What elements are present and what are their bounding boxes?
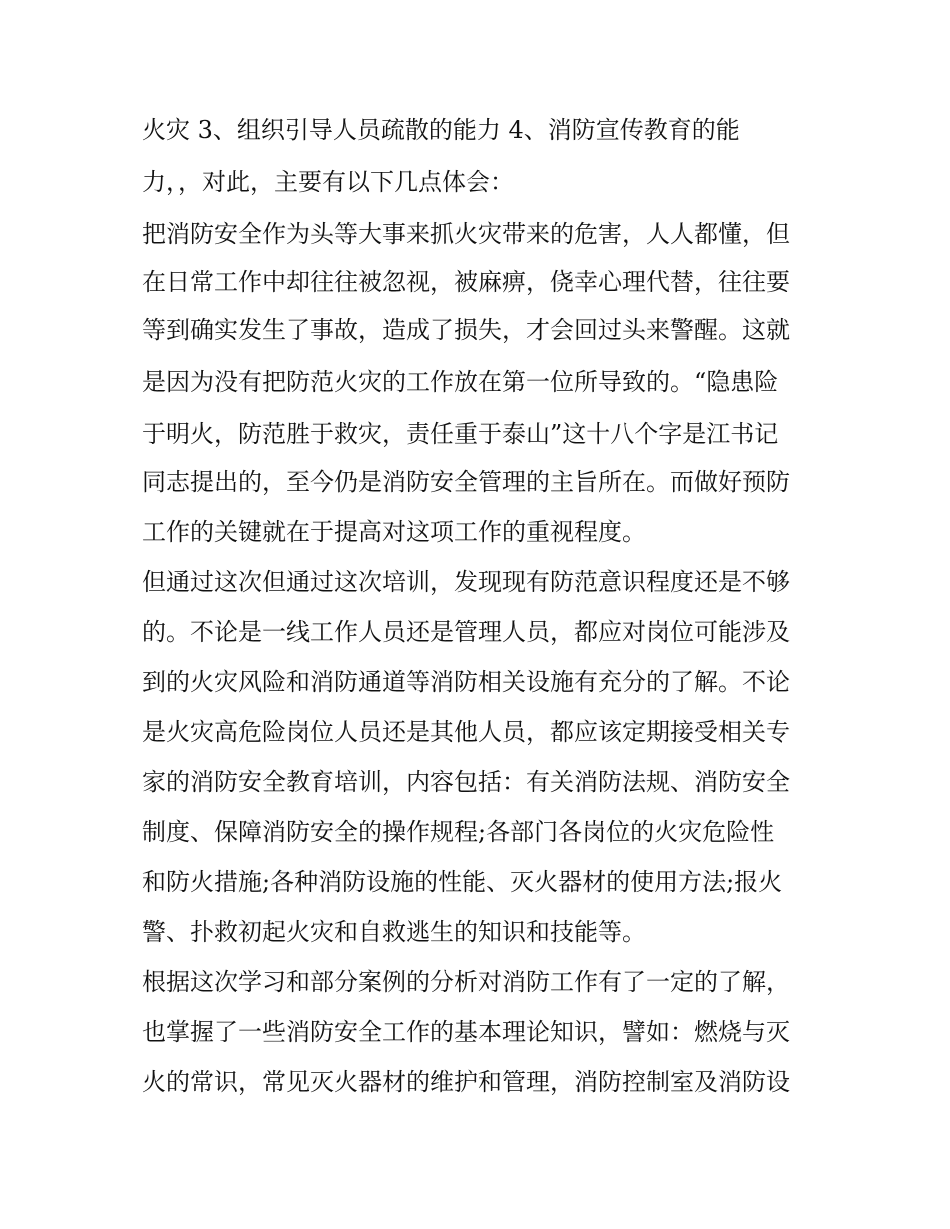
text-line: 是火灾高危险岗位人员还是其他人员，都应该定期接受相关专 [142,718,790,746]
text-line: 也掌握了一些消防安全工作的基本理论知识，譬如：燃烧与灭 [142,1018,790,1046]
text-line: 到的火灾风险和消防通道等消防相关设施有充分的了解。不论 [142,668,790,696]
text-line: 根据这次学习和部分案例的分析对消防工作有了一定的了解， [142,968,790,996]
text-line: 于明火，防范胜于救灾，责任重于泰山”这十八个字是江书记 [142,420,779,448]
text-line: 的。不论是一线工作人员还是管理人员，都应对岗位可能涉及 [142,618,790,646]
text-line: 在日常工作中却往往被忽视，被麻痹，侥幸心理代替，往往要 [142,268,790,296]
text-line: 但通过这次但通过这次培训，发现现有防范意识程度还是不够 [142,568,790,596]
text-line: 是因为没有把防范火灾的工作放在第一位所导致的。“隐患险 [142,368,779,396]
text-line: 力，，对此，主要有以下几点体会： [142,168,514,196]
text-line: 工作的关键就在于提高对这项工作的重视程度。 [142,518,646,546]
text-line: 制度、保障消防安全的操作规程;各部门各岗位的火灾危险性 [142,818,775,846]
text-line: 警、扑救初起火灾和自救逃生的知识和技能等。 [142,918,646,946]
text-line: 同志提出的，至今仍是消防安全管理的主旨所在。而做好预防 [142,468,790,496]
text-line: 家的消防安全教育培训，内容包括：有关消防法规、消防安全 [142,768,790,796]
text-line: 等到确实发生了事故，造成了损失，才会回过头来警醒。这就 [142,316,790,344]
text-line: 火灾 3、组织引导人员疏散的能力 4、消防宣传教育的能 [142,116,740,144]
text-line: 和防火措施;各种消防设施的性能、灭火器材的使用方法;报火 [142,868,783,896]
text-line: 把消防安全作为头等大事来抓火灾带来的危害，人人都懂，但 [142,220,790,248]
text-line: 火的常识，常见灭火器材的维护和管理，消防控制室及消防设 [142,1068,790,1096]
